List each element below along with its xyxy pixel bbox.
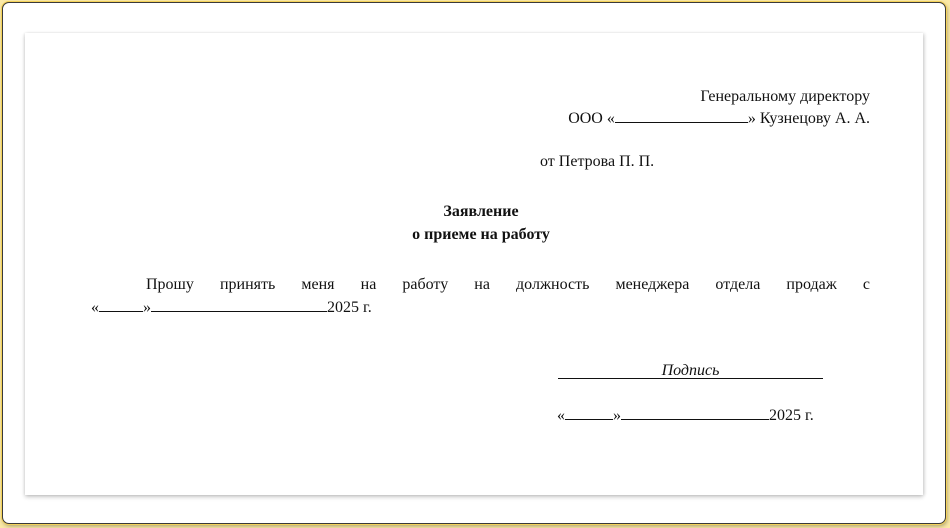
recipient-title — [600, 87, 870, 107]
sender-line — [540, 152, 654, 172]
company-name-blank — [615, 108, 748, 123]
body-text: Прошу принять меня на работу на должность менеджера отдела продаж с — [146, 276, 870, 293]
body-date-line — [91, 297, 372, 318]
signature-day-blank — [565, 405, 613, 420]
signature-label: Подпись — [661, 362, 720, 379]
body-paragraph-line1 — [91, 275, 870, 295]
body-year: 2025 г. — [327, 299, 372, 316]
body-day-blank — [99, 297, 143, 312]
signature-date-open: « — [557, 407, 565, 424]
company-suffix: » Кузнецову А. А. — [747, 110, 870, 127]
signature-date-close: » — [613, 407, 621, 424]
title-line2: о приеме на работу — [412, 226, 550, 243]
signature-year: 2025 г. — [769, 407, 814, 424]
body-date-close: » — [143, 299, 151, 316]
body-month-blank — [151, 297, 327, 312]
screenshot-frame — [2, 2, 946, 524]
signature-month-blank — [621, 405, 769, 420]
company-prefix: ООО « — [568, 110, 615, 127]
recipient-line1: Генеральному директору — [700, 88, 870, 105]
recipient-company — [520, 108, 870, 129]
document-title — [381, 202, 581, 222]
document-subtitle — [351, 225, 611, 245]
sender-name: от Петрова П. П. — [540, 153, 655, 170]
signature-date-line — [557, 405, 814, 426]
body-date-open: « — [91, 299, 99, 316]
title-line1: Заявление — [443, 203, 519, 220]
